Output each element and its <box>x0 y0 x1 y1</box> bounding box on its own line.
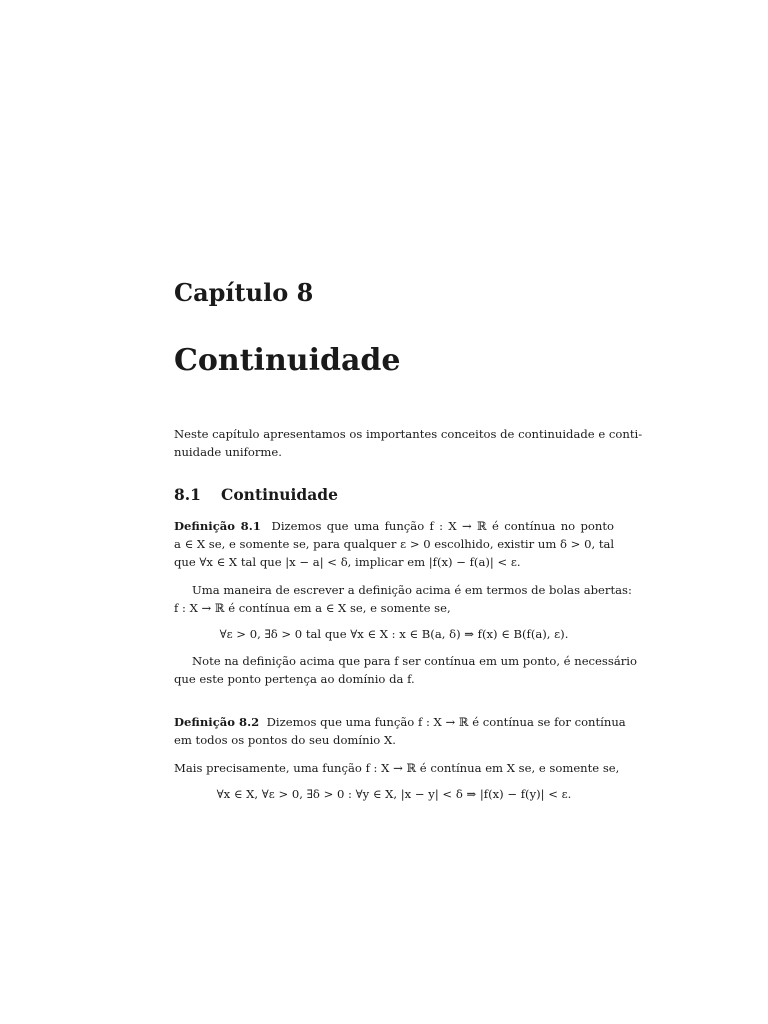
intro-line: Neste capítulo apresentamos os importantes conceitos de continuidade e conti- <box>174 427 643 441</box>
paragraph-line: Note na definição acima que para f ser contínua em um ponto, é necessário <box>192 654 637 668</box>
paragraph-line: que este ponto pertença ao domínio da f. <box>174 672 415 686</box>
definition-line: que ∀x ∈ X tal que |x − a| < δ, implicar em |f(x) − f(a)| < ε. <box>174 555 521 569</box>
section-number: 8.1 <box>174 485 201 504</box>
section-heading <box>174 484 338 506</box>
paragraph-line: Mais precisamente, uma função f : X → ℝ é contínua em X se, e somente se, <box>174 761 620 775</box>
definition-line <box>174 517 614 535</box>
definition-text: Dizemos que uma função f : X → ℝ é contínua se for contínua <box>266 715 626 729</box>
formula-uniform: ∀x ∈ X, ∀ε > 0, ∃δ > 0 : ∀y ∈ X, |x − y| < δ ⇒ |f(x) − f(y)| < ε. <box>216 787 572 801</box>
intro-paragraph <box>174 425 643 461</box>
chapter-title: Continuidade <box>174 343 401 378</box>
definition-line: em todos os pontos do seu domínio X. <box>174 733 396 747</box>
definition-8-1 <box>174 517 614 571</box>
formula-open-balls: ∀ε > 0, ∃δ > 0 tal que ∀x ∈ X : x ∈ B(a, δ) ⇒ f(x) ∈ B(f(a), ε). <box>219 627 569 641</box>
paragraph-line: Uma maneira de escrever a definição acima é em termos de bolas abertas: <box>192 583 632 597</box>
section-title: Continuidade <box>221 485 338 504</box>
paragraph-open-balls <box>174 581 632 617</box>
definition-line: a ∈ X se, e somente se, para qualquer ε > 0 escolhido, existir um δ > 0, tal <box>174 537 615 551</box>
definition-label: Definição 8.1 <box>174 519 261 533</box>
chapter-label: Capítulo 8 <box>174 278 314 307</box>
document-page <box>174 0 643 1024</box>
paragraph-note <box>174 652 637 688</box>
paragraph-precise <box>174 759 620 777</box>
definition-text: Dizemos que uma função f : X → ℝ é contínua no ponto <box>271 519 614 533</box>
paragraph-line: f : X → ℝ é contínua em a ∈ X se, e somente se, <box>174 601 451 615</box>
definition-line <box>174 713 626 731</box>
definition-8-2 <box>174 713 626 749</box>
definition-label: Definição 8.2 <box>174 715 260 729</box>
intro-line: nuidade uniforme. <box>174 445 282 459</box>
